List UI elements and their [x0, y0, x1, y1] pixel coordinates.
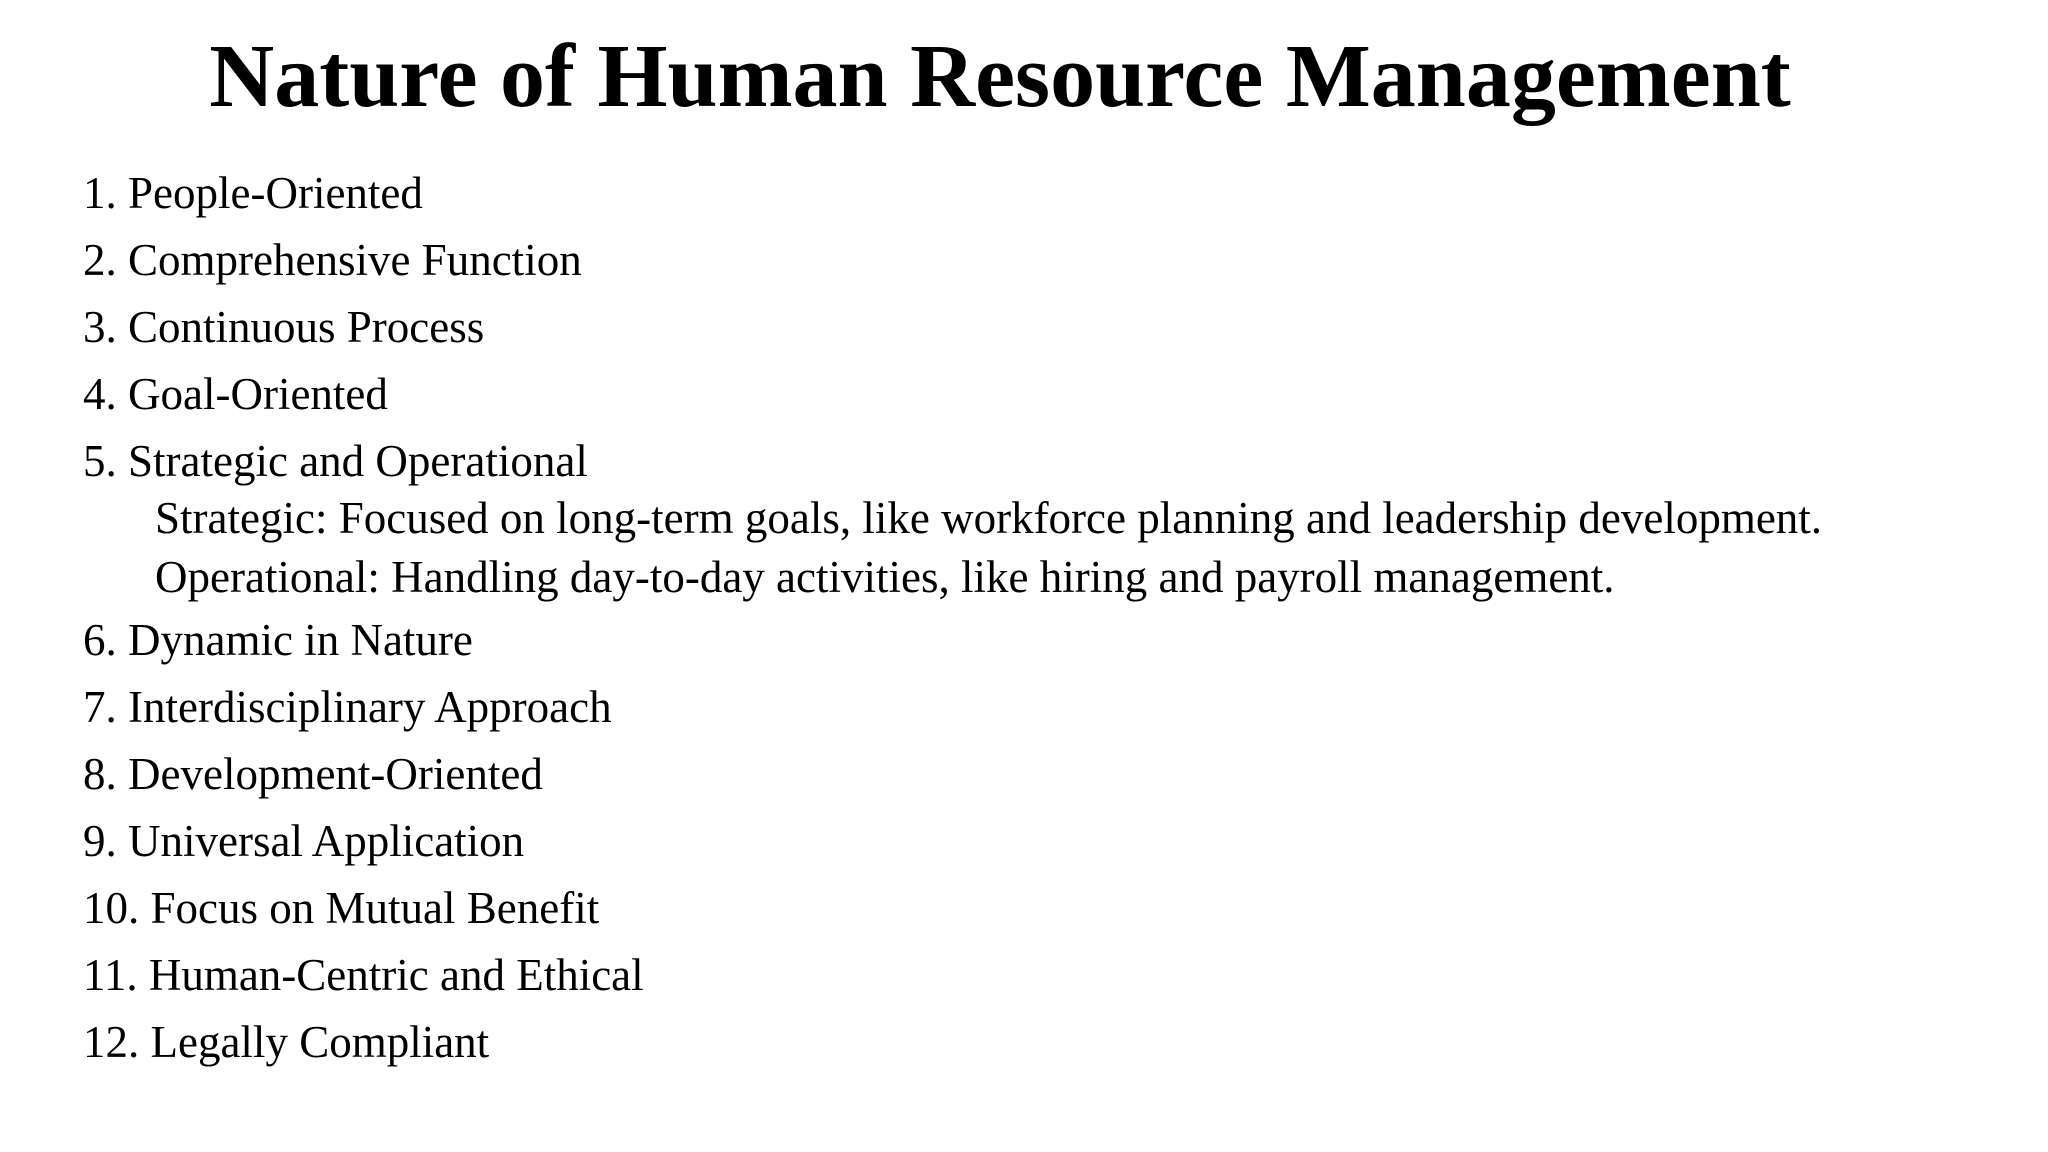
list-item-comprehensive-function: 2. Comprehensive Function	[83, 235, 582, 285]
list-item-people-oriented: 1. People-Oriented	[83, 168, 423, 218]
list-item-strategic-operational-label: 5. Strategic and Operational	[83, 436, 588, 486]
sub-list	[155, 489, 1822, 607]
list-item-goal-oriented: 4. Goal-Oriented	[83, 369, 388, 419]
sub-item-strategic: Strategic: Focused on long-term goals, like workforce planning and leadership development.	[155, 493, 1823, 543]
feature-list	[83, 160, 1822, 1076]
list-item-strategic-operational	[83, 428, 1822, 607]
sub-item-operational: Operational: Handling day-to-day activities, like hiring and payroll management.	[155, 552, 1615, 602]
list-item-human-centric-ethical: 11. Human-Centric and Ethical	[83, 950, 644, 1000]
list-item-continuous-process: 3. Continuous Process	[83, 302, 485, 352]
slide-title: Nature of Human Resource Management	[209, 27, 1791, 126]
list-item-dynamic-in-nature: 6. Dynamic in Nature	[83, 615, 473, 665]
list-item-legally-compliant: 12. Legally Compliant	[83, 1017, 490, 1067]
list-item-interdisciplinary-approach: 7. Interdisciplinary Approach	[83, 682, 612, 732]
list-item-universal-application: 9. Universal Application	[83, 816, 525, 866]
list-item-mutual-benefit: 10. Focus on Mutual Benefit	[83, 883, 600, 933]
list-item-development-oriented: 8. Development-Oriented	[83, 749, 543, 799]
